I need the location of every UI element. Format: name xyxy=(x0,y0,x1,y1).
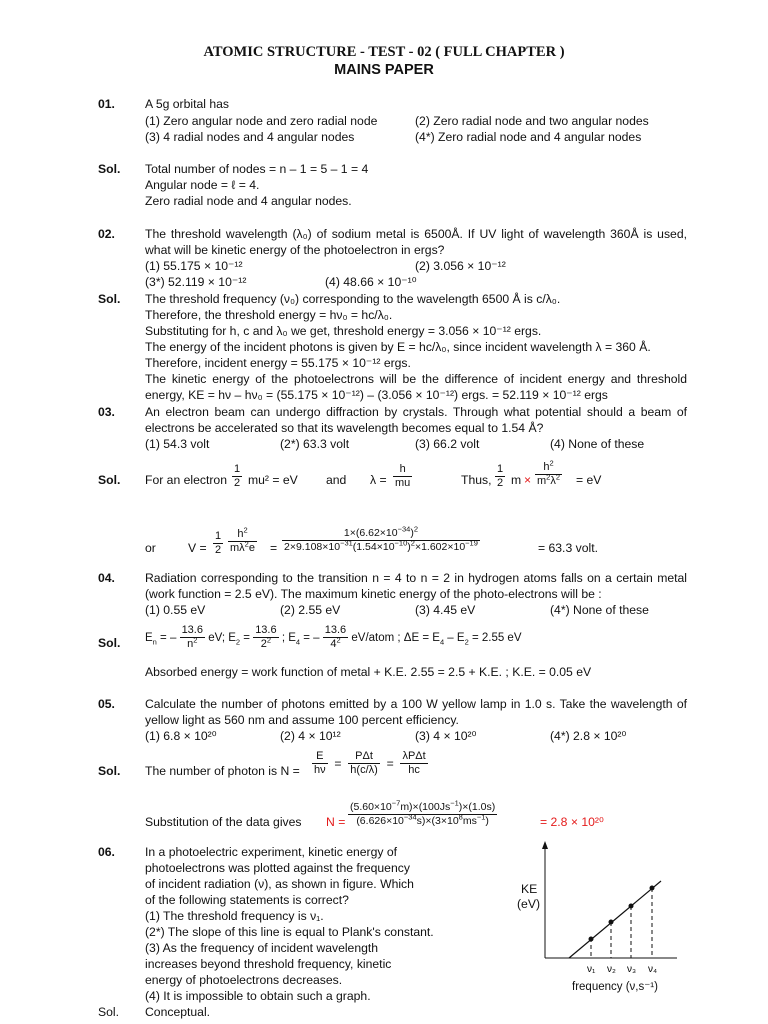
solution-label: Sol. xyxy=(98,292,121,306)
solution-line: energy, KE = hν – hν₀ = (55.175 × 10⁻¹²) – (3.056 × 10⁻¹²) ergs. = 52.119 × 10⁻¹² ergs xyxy=(145,388,608,402)
photon-substitution: $\frac{(5.60\times 10^{-7}m)\times(100Js^{-1})\times(1.0s)}{(6.626\times 10^{-34}s)\times(3\times 10^8ms^{-1})}$ xyxy=(350,798,496,827)
question-text: what will be kinetic energy of the photoelectron in ergs? xyxy=(145,243,445,257)
data-point-v4 xyxy=(650,886,655,891)
solution-text: Substitution of the data gives xyxy=(145,815,302,829)
option-3-continued: energy of photoelectrons decreases. xyxy=(145,973,343,987)
option-3: (3) 4 radial nodes and 4 angular nodes xyxy=(145,130,355,144)
solution-label: Sol. xyxy=(98,473,121,487)
solution-line: Substituting for h, c and λ₀ we get, threshold energy = 3.056 × 10⁻¹² ergs. xyxy=(145,324,542,338)
option-4: (4) None of these xyxy=(550,437,645,451)
photon-count-equation: $\frac{E}{h\nu}$ = $\frac{\text{PΔt}}{h(c/\lambda)}$ = $\frac{\text{λPΔt}}{hc}$ xyxy=(314,750,426,776)
fraction-h2-m2l2: $\frac{h^2}{m^2\lambda^2}$ xyxy=(537,458,561,487)
fraction-h2-ml2e: $\frac{h^2}{m\lambda^2e}$ xyxy=(230,525,255,554)
option-1: (1) 0.55 eV xyxy=(145,603,206,617)
fraction-half: $\frac{1}{2}$ xyxy=(497,463,504,489)
solution-text: = xyxy=(270,541,278,555)
solution-line: Absorbed energy = work function of metal + K.E. 2.55 = 2.5 + K.E. ; K.E. = 0.05 eV xyxy=(145,665,592,679)
question-text: of the following statements is correct? xyxy=(145,893,349,907)
solution-text: N = xyxy=(326,815,346,829)
graph-x-label: frequency (ν,s⁻¹) xyxy=(572,981,658,993)
data-point-v2 xyxy=(609,920,614,925)
solution-text: and xyxy=(326,473,347,487)
option-1: (1) 6.8 × 10²⁰ xyxy=(145,729,217,743)
option-4: (4) It is impossible to obtain such a graph. xyxy=(145,989,371,1003)
paper-subtitle: MAINS PAPER xyxy=(334,62,434,78)
ke-line xyxy=(569,881,661,958)
multiply-sign: × xyxy=(524,473,532,487)
solution-line: The kinetic energy of the photoelectrons will be the difference of incident energy and threshold xyxy=(145,372,687,386)
solution-line: Zero radial node and 4 angular nodes. xyxy=(145,194,352,208)
ke-frequency-graph xyxy=(535,838,685,978)
option-2: (2) 2.55 eV xyxy=(280,603,341,617)
tick-v1: ν₁ xyxy=(587,964,596,975)
question-number: 04. xyxy=(98,571,115,585)
data-point-v3 xyxy=(629,904,634,909)
question-number: 02. xyxy=(98,227,115,241)
option-3: (3) 4 × 10²⁰ xyxy=(415,729,477,743)
y-axis-arrow xyxy=(542,841,548,849)
option-1: (1) 54.3 volt xyxy=(145,437,210,451)
solution-text: mu² = eV xyxy=(248,473,298,487)
option-1: (1) 55.175 × 10⁻¹² xyxy=(145,259,243,273)
solution-result: = 63.3 volt. xyxy=(538,541,598,555)
solution-text: λ = xyxy=(370,473,387,487)
option-2: (2*) The slope of this line is equal to Plank's constant. xyxy=(145,925,434,939)
solution-line: Therefore, the threshold energy = hν₀ = hc/λ₀. xyxy=(145,308,393,322)
option-4: (4*) None of these xyxy=(550,603,649,617)
question-text: An electron beam can undergo diffraction by crystals. Through what potential should a beam of xyxy=(145,405,687,419)
solution-label: Sol. xyxy=(98,636,121,650)
option-2: (2) 3.056 × 10⁻¹² xyxy=(415,259,506,273)
question-text: The threshold wavelength (λ₀) of sodium metal is 6500Å. If UV light of wavelength 360Å is used, xyxy=(145,227,687,241)
solution-text: The number of photon is N = xyxy=(145,764,300,778)
solution-line: The threshold frequency (ν₀) corresponding to the wavelength 6500 Å is c/λ₀. xyxy=(145,292,561,306)
data-point-v1 xyxy=(589,937,594,942)
question-text: In a photoelectric experiment, kinetic energy of xyxy=(145,845,398,859)
option-2: (2*) 63.3 volt xyxy=(280,437,350,451)
question-text: (work function = 2.5 eV). The maximum kinetic energy of the photo-electrons will be : xyxy=(145,587,602,601)
fraction-half: $\frac{1}{2}$ xyxy=(215,530,222,556)
option-1: (1) The threshold frequency is ν₁. xyxy=(145,909,324,923)
option-3-continued: increases beyond threshold frequency, kinetic xyxy=(145,957,392,971)
solution-label: Sol. xyxy=(98,764,121,778)
question-text: of incident radiation (ν), as shown in figure. Which xyxy=(145,877,414,891)
test-title: ATOMIC STRUCTURE - TEST - 02 ( FULL CHAPTER ) xyxy=(203,44,565,60)
option-3: (3*) 52.119 × 10⁻¹² xyxy=(145,275,247,289)
graph-y-unit: (eV) xyxy=(517,897,541,911)
question-number: 05. xyxy=(98,697,115,711)
question-number: 01. xyxy=(98,97,115,111)
option-4: (4) 48.66 × 10⁻¹⁰ xyxy=(325,275,417,289)
solution-text: m xyxy=(511,473,522,487)
option-3: (3) 66.2 volt xyxy=(415,437,480,451)
solution-text: Thus, xyxy=(461,473,492,487)
tick-v3: ν₃ xyxy=(627,964,637,975)
question-number: 06. xyxy=(98,845,115,859)
question-text: yellow light as 560 nm and assume 100 percent efficiency. xyxy=(145,713,459,727)
option-3: (3) 4.45 eV xyxy=(415,603,476,617)
energy-level-equation: $E_n$ = – $\frac{13.6}{n^2}$ eV; $E_2$ = $\frac{13.6}{2^2}$ ; $E_4$ = – $\frac{13.6}{4^2}$ eV/atom ; $\Delta E = E_4 - E_2 = 2.55$ eV xyxy=(145,624,522,650)
solution-label: Sol. xyxy=(98,1005,120,1019)
solution-line: The energy of the incident photons is given by E = hc/λ₀, since incident wavelength λ = 360 Å. xyxy=(145,340,651,354)
solution-result: = 2.8 × 10²⁰ xyxy=(540,815,604,829)
fraction-half: $\frac{1}{2}$ xyxy=(234,463,241,489)
solution-text: For an electron xyxy=(145,473,227,487)
solution-label: Sol. xyxy=(98,162,121,176)
solution-text: or xyxy=(145,541,156,555)
question-text: Calculate the number of photons emitted by a 100 W yellow lamp in 1.0 s. Take the wavelength of xyxy=(145,697,687,711)
tick-v4: ν₄ xyxy=(648,964,658,975)
question-text: A 5g orbital has xyxy=(145,97,230,111)
fraction-h-mu: $\frac{h}{mu}$ xyxy=(395,463,411,489)
solution-text: V = xyxy=(188,541,207,555)
option-4: (4*) 2.8 × 10²⁰ xyxy=(550,729,627,743)
option-2: (2) Zero radial node and two angular nodes xyxy=(415,114,649,128)
solution-line: Therefore, incident energy = 55.175 × 10⁻¹² ergs. xyxy=(145,356,411,370)
solution-text: Conceptual. xyxy=(145,1005,211,1019)
tick-v2: ν₂ xyxy=(607,964,616,975)
solution-line: Total number of nodes = n – 1 = 5 – 1 = 4 xyxy=(145,162,369,176)
option-2: (2) 4 × 10¹² xyxy=(280,729,341,743)
option-4: (4*) Zero radial node and 4 angular nodes xyxy=(415,130,642,144)
solution-text: = eV xyxy=(576,473,602,487)
question-number: 03. xyxy=(98,405,115,419)
question-text: Radiation corresponding to the transition n = 4 to n = 2 in hydrogen atoms falls on a certain metal xyxy=(145,571,687,585)
question-text: electrons be accelerated so that its wavelength becomes equal to 1.54 Å? xyxy=(145,421,544,435)
graph-y-label: KE xyxy=(521,882,538,896)
solution-line: Angular node = ℓ = 4. xyxy=(145,178,260,192)
question-text: photoelectrons was plotted against the frequency xyxy=(145,861,410,875)
potential-calculation: $\frac{1\times(6.62\times 10^{-34})^2}{2\times 9.108\times 10^{-31}(1.54\times 10^{-10})^2\times 1.602\times 10^{-19}}$ xyxy=(284,524,478,553)
option-3: (3) As the frequency of incident wavelength xyxy=(145,941,379,955)
option-1: (1) Zero angular node and zero radial node xyxy=(145,114,378,128)
